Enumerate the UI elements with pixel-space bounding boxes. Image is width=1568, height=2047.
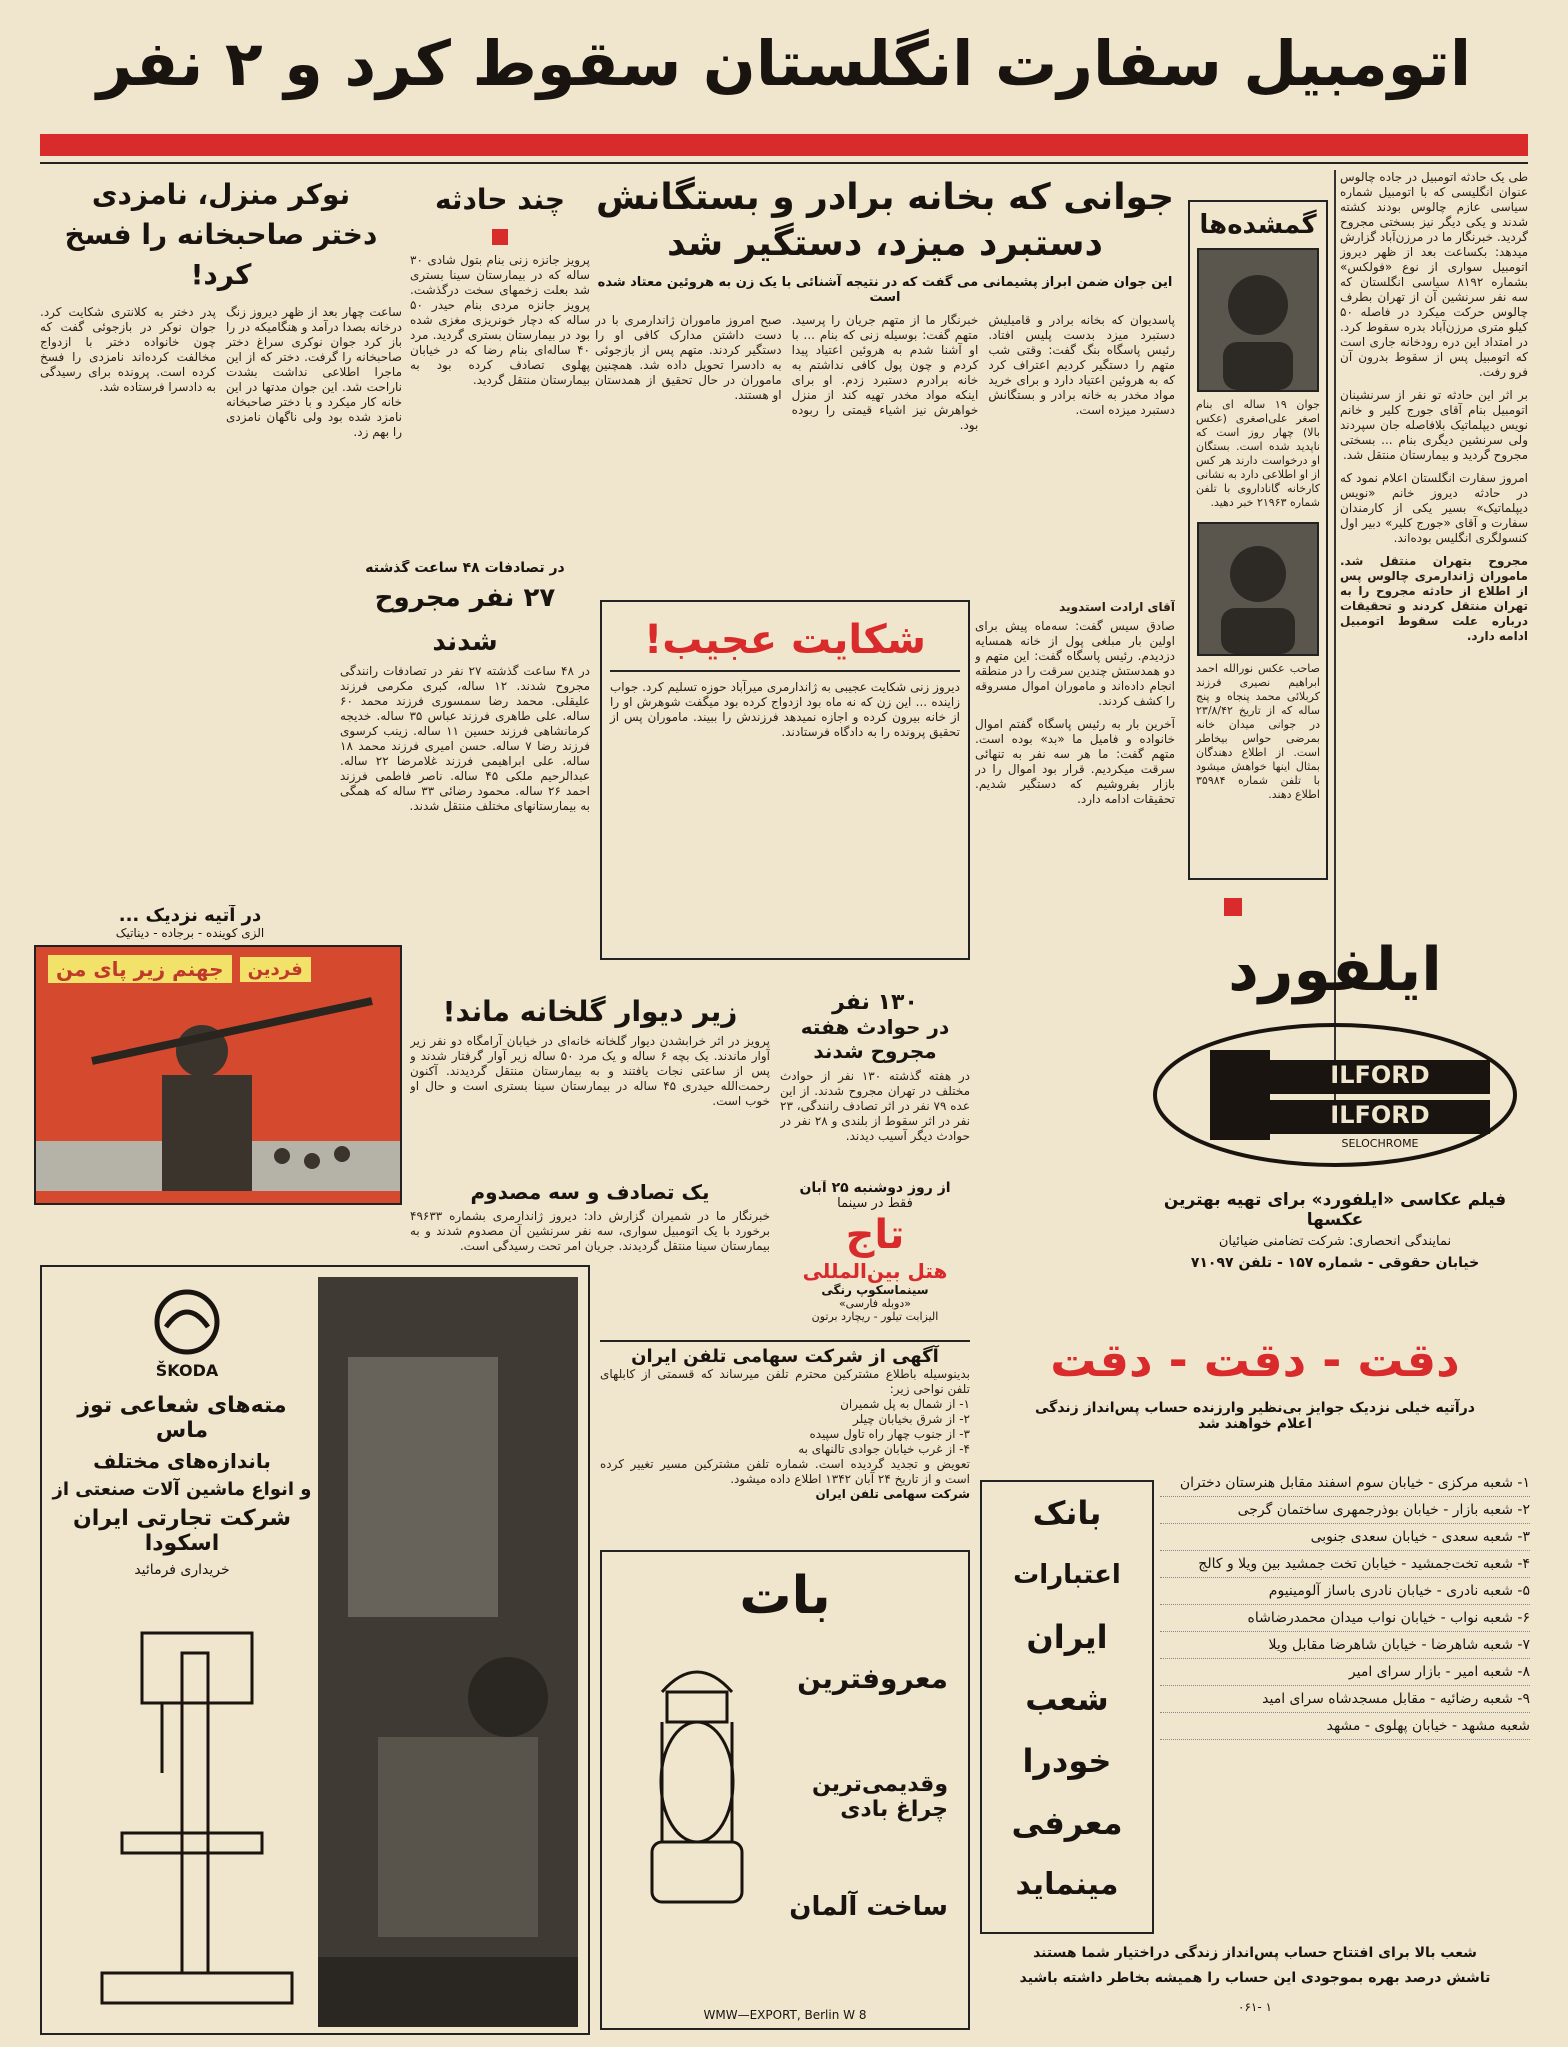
week-130-line-3: مجروح شدند bbox=[813, 1039, 937, 1063]
servant-text-2: پدر دختر به کلانتری شکایت کرد. جوان نوکر در بازجوئی گفت که چون خانواده دختر با ازدواج مخالفت کرده‌اند نامزدی را فسخ کرده است. پرونده برای رسیدگی به دادسرا فرستاده شد. bbox=[40, 305, 216, 394]
phone-ad-item: ۴- از غرب خیابان جوادی تالنهای به bbox=[798, 1442, 970, 1456]
machinist-photo-icon bbox=[318, 1277, 578, 2027]
drill-press-icon bbox=[62, 1613, 322, 2013]
ilford-line-3: خیابان حقوقی - شماره ۱۵۷ - تلفن ۷۱۰۹۷ bbox=[1190, 1255, 1480, 1271]
headline-red-bar bbox=[40, 134, 1528, 156]
bank-code: ۱ -۰۶۱ bbox=[1238, 2000, 1272, 2014]
youth-title-2: دستبرد میزد، دستگیر شد bbox=[666, 223, 1104, 264]
bank-footer-2: تاشش درصد بهره بموجودی این حساب را همیشه بخاطر داشته باشید bbox=[1019, 1970, 1491, 1986]
week-130-section bbox=[780, 990, 970, 1180]
lead-story-p4: مجروح بتهران منتقل شد. ماموران ژاندارمری چالوس پس از اطلاع از حادثه مجروح را به تهران منتقل کردند و تحقیقات درباره علت سقوط اتومبیل ادامه دارد. bbox=[1340, 554, 1528, 643]
coming-soon-text: الزی کوینده - برجاده - دیناتیک bbox=[115, 926, 265, 940]
bank-ad[interactable] bbox=[980, 1320, 1530, 2035]
bank-side-line: خودرا bbox=[1022, 1742, 1112, 1780]
bank-branch: ۲- شعبه بازار - خیابان بوذرجمهری ساختمان گرجی bbox=[1160, 1497, 1530, 1524]
ilford-line-2: نمایندگی انحصاری: شرکت تضامنی ضیائیان bbox=[1218, 1234, 1452, 1249]
bank-side-line: معرفی bbox=[1011, 1804, 1123, 1842]
ilford-brand-2: ILFORD bbox=[1330, 1101, 1430, 1129]
injured-text: در ۴۸ ساعت گذشته ۲۷ نفر در تصادفات رانندگی مجروح شدند. ۱۲ ساله، کبری مکرمی فرزند علیقلی. محمد رضا سمسوری فرزند محمد ۶۰ ساله. علی طاهری فرزند عباس ۳۵ ساله. خدیجه کرمانشاهی فرزند حسین ۱۱ ساله. زینب کرسوی فرزند رضا ۷ ساله. حسن امیری فرزند محمد ۱۸ ساله. علی ابراهیمی فرزند غلامرضا ۲۲ ساله. عبدالرحیم ملکی ۴۵ ساله. ناصر فاطمی فرزند احمد ۲۶ ساله. محمود رضائی ۳۳ ساله که همگی به بیمارستانهای مختلف منتقل شدند. bbox=[340, 664, 590, 813]
youth-subtitle: این جوان ضمن ابراز پشیمانی می گفت که در نتیجه آشنائی با یک زن به هروئین معتاد شده است bbox=[597, 275, 1173, 305]
skoda-line-1: مته‌های شعاعی توز ماس bbox=[77, 1393, 287, 1443]
phone-ad-item: ۳- از جنوب چهار راه تاول سپیده bbox=[809, 1427, 970, 1441]
bank-branch: ۹- شعبه رضائیه - مقابل مسجدشاه سرای امید bbox=[1160, 1686, 1530, 1713]
skoda-brand: ŠKODA bbox=[155, 1361, 219, 1380]
missing-photo-2 bbox=[1197, 522, 1319, 656]
ilford-line-1: فیلم عکاسی «ایلفورد» برای تهیه بهترین عکسها bbox=[1163, 1190, 1507, 1230]
film-ad-label: فردین bbox=[240, 957, 311, 982]
portrait-icon bbox=[1199, 524, 1317, 654]
youth-title-1: جوانی که بخانه برادر و بستگانش bbox=[595, 177, 1175, 218]
week-130-text: در هفته گذشته ۱۳۰ نفر از حوادث مختلف در تهران مجروح شدند. از این عده ۷۹ نفر در اثر تصادف رانندگی، ۲۳ نفر در اثر سقوط از بلندی و ۲۸ نفر در حوادث دیگر آسیب دیدند. bbox=[780, 1069, 970, 1143]
missing-photo-1 bbox=[1197, 248, 1319, 392]
film-ad-header bbox=[36, 947, 400, 991]
cinema-name: تاج bbox=[845, 1212, 905, 1258]
crash-text: خبرنگار ما در شمیران گزارش داد: دیروز ژاندارمری بشماره ۴۹۶۳۳ برخورد با یک اتومبیل سواری، سه نفر سرنشین آن مصدوم شدند و به بیمارستان سینا منتقل گردیدند. جریان امر تحت رسیدگی است. bbox=[410, 1209, 770, 1253]
skoda-line-4: شرکت تجارتی ایران اسکودا bbox=[72, 1506, 292, 1556]
film-ad[interactable] bbox=[34, 945, 402, 1205]
servant-title-2: دختر صاحبخانه را فسخ کرد! bbox=[64, 218, 378, 291]
servant-title-1: نوکر منزل، نامزدی bbox=[91, 178, 351, 211]
cinema-line-3: سینماسکوپ رنگی bbox=[821, 1283, 929, 1297]
cinema-ad[interactable] bbox=[780, 1180, 970, 1340]
cinema-movie: هتل بین‌المللی bbox=[802, 1259, 948, 1283]
wall-story bbox=[410, 990, 770, 1160]
film-ad-title: جهنم زیر پای من bbox=[48, 955, 232, 983]
injured-kicker: در تصادفات ۴۸ ساعت گذشته bbox=[365, 560, 565, 576]
lamp-ad[interactable] bbox=[600, 1550, 970, 2030]
bank-intro-2: اعلام خواهند شد bbox=[1197, 1416, 1313, 1432]
lamp-ad-line-1: معروفترین bbox=[797, 1662, 948, 1695]
bank-side-line: مینماید bbox=[1015, 1867, 1119, 1902]
lead-story-p3: امروز سفارت انگلستان اعلام نمود که در حادثه دیروز خانم «نویس دیپلماتیک» بسیر یکی از کارمندان سفارت و آقای «جورج کلیر» دبیر اول کنسولگری انگلیس بوده‌اند. bbox=[1340, 471, 1528, 545]
red-square-marker bbox=[492, 229, 508, 245]
injured-27-section bbox=[340, 560, 590, 980]
missing-persons-box bbox=[1188, 200, 1328, 880]
bank-branch: ۳- شعبه سعدی - خیابان سعدی جنوبی bbox=[1160, 1524, 1530, 1551]
accidents-section bbox=[410, 175, 590, 555]
lamp-ad-footer: WMW—EXPORT, Berlin W 8 bbox=[703, 2008, 867, 2022]
skoda-line-5: خریداری فرمائید bbox=[134, 1562, 230, 1578]
week-130-line-2: در حوادث هفته bbox=[800, 1015, 950, 1039]
phone-ad-sign: شرکت سهامی تلفن ایران bbox=[815, 1487, 970, 1501]
ilford-title: ایلفورد bbox=[1228, 935, 1442, 1005]
bank-branch-list bbox=[1160, 1470, 1530, 1740]
wall-text: پرویز در اثر خرابشدن دیوار گلخانه خانه‌ای در خیابان آرامگاه دو نفر زیر آوار ماندند. یک بچه ۶ ساله و یک مرد ۵۰ ساله زیر آوار گرفتار شدند و پس از ساعتی نجات یافتند و به بیمارستان منتقل گردیدند. آکنون رحمت‌الله حیدری ۴۵ ساله در بیمارستان سینا بستری است و حال او خوب است. bbox=[410, 1034, 770, 1108]
bank-branch: شعبه مشهد - خیابان پهلوی - مشهد bbox=[1160, 1713, 1530, 1740]
lead-story-p1: طی یک حادثه اتومبیل در جاده چالوس عنوان انگلیسی که با اتومبیل شماره سیاسی عازم چالوس بودند کشته شدند و یکی دیگر نیز بسختی مجروح گردید. خبرنگار ما در مرزن‌آباد گزارش میدهد: بکساعت بعد از ظهر دیروز اتومبیل سواری از نوع «فولکس» بشماره ۸۱۹۲ سیاسی انگلستان که سه نفر سرنشین آن از تهران بطرف چالوس حرکت میکرد در فاصله ۵۰ کیلو متری مرزن‌آباد بدره سقوط کرد. در امتداد این دره رودخانه جاری است که اتومبیل پس از سقوط بدرون آن فرو رفت. bbox=[1340, 170, 1528, 379]
complaint-title: شکایت عجیب! bbox=[610, 610, 960, 672]
phone-ad-outro: تعویض و تجدید گردیده است. شماره تلفن مشترکین مسیر تغییر کرده است و از تاریخ ۲۴ آبان ۱۳۴۲ اطلاع داده میشود. bbox=[600, 1457, 970, 1486]
servant-text: ساعت چهار بعد از ظهر دیروز زنگ درخانه بصدا درآمد و هنگامیکه در را باز کرد جوان نوکری سراغ دختر صاحبخانه را گرفت. دختر که از این ماجرا اطلاعی نداشت بشدت ناراحت شد. این جوان مدتها در این خانه کار میکرد و با دختر صاحبخانه نامزد شده بود ولی ناگهان نامزدی را بهم زد. bbox=[226, 305, 402, 439]
bank-branch: ۸- شعبه امیر - بازار سرای امیر bbox=[1160, 1659, 1530, 1686]
cinema-cast: الیزابت تیلور - ریچارد برتون bbox=[811, 1310, 939, 1323]
youth-col-c: صبح امروز ماموران ژاندارمری با در دست داشتن مدارک کافی او را دستگیر کردند. متهم پس از بازجوئی به دادسرا تحویل داده شد. همچنین ماموران در حال تحقیق از همدستان او هستند. bbox=[595, 313, 782, 402]
portrait-icon bbox=[1199, 250, 1317, 390]
ilford-sub: SELOCHROME bbox=[1341, 1137, 1419, 1150]
bank-side-line: شعب bbox=[1025, 1680, 1109, 1718]
missing-caption-2: صاحب عکس نورالله احمد ابراهیم نصیری فرزند کربلائی محمد پنجاه و پنج ساله که از تاریخ ۲۳/۸/۴۲ در جوانی میدان خانه بمرضی حواس بیخاطر است. از اطلاع دهندگان بمثال اینها خواهش میشود با تلفن شماره ۳۵۹۸۴ اطلاع دهند. bbox=[1196, 662, 1320, 801]
accidents-text: پرویز جانزه زنی بنام بتول شادی ۳۰ ساله که در بیمارستان سینا بستری شد بعلت زخمهای سخت درگذشت. پرویز جانزه مردی بنام حیدر ۵۰ ساله که دچار خونریزی مغزی شده بود در بیمارستان بستری گردید. مرد ۴۰ ساله‌ای بنام رضا که در خیابان پهلوی تصادف کرده بود به بیمارستان منتقل گردید. bbox=[410, 253, 590, 387]
accidents-title: چند حادثه bbox=[434, 183, 566, 216]
crash-title: یک تصادف و سه مصدوم bbox=[470, 1180, 710, 1204]
headline: اتومبیل سفارت انگلستان سقوط کرد و ۲ نفر bbox=[96, 27, 1472, 100]
thieves-text-2: آخرین بار به رئیس پاسگاه گفتم اموال خانواده و فامیل ما «بد» بوده است. متهم گفت: ما هر سه نفر به تنهائی سرقت میکردیم. قرار بود اموال را در بازار بفروشیم که دستگیر شدیم. تحقیقات ادامه دارد. bbox=[975, 717, 1175, 806]
hunter-illustration-icon bbox=[34, 991, 400, 1191]
bank-branch: ۴- شعبه تخت‌جمشید - خیابان تخت جمشید بین ویلا و کالج bbox=[1160, 1551, 1530, 1578]
bank-footer-1: شعب بالا برای افتتاح حساب پس‌انداز زندگی دراختیار شما هستند bbox=[1033, 1945, 1477, 1961]
cinema-line-1: از روز دوشنبه ۲۵ آبان bbox=[799, 1180, 951, 1196]
missing-title: گمشده‌ها bbox=[1199, 210, 1317, 240]
thieves-text: صادق سیس گفت: سه‌ماه پیش برای اولین بار مبلغی پول از خانه همسایه دزدیدم. رئیس پاسگاه گفت: این متهم و دو همدستش چندین سرقت را در منطقه انجام داده‌اند و ماموران اموال مسروقه را کشف کردند. bbox=[975, 619, 1175, 708]
skoda-line-2: باندازه‌های مختلف bbox=[93, 1449, 271, 1473]
lantern-icon bbox=[622, 1652, 772, 1952]
bank-side-box bbox=[980, 1480, 1154, 1934]
bank-branch: ۵- شعبه نادری - خیابان نادری باساز آلومینیوم bbox=[1160, 1578, 1530, 1605]
lamp-ad-line-2: وقدیمی‌ترین چراغ بادی bbox=[811, 1772, 948, 1822]
wall-title: زیر دیوار گلخانه ماند! bbox=[442, 995, 738, 1028]
ilford-ad[interactable] bbox=[1140, 930, 1530, 1310]
complaint-box bbox=[600, 600, 970, 960]
bank-side-line: بانک bbox=[1032, 1494, 1102, 1532]
phone-ad-title: آگهی از شرکت سهامی تلفن ایران bbox=[631, 1346, 939, 1367]
skoda-ad[interactable] bbox=[40, 1265, 590, 2035]
cinema-line-4: «دوبله فارسی» bbox=[838, 1297, 912, 1310]
bank-title: دقت - دقت - دقت bbox=[1050, 1333, 1460, 1387]
lamp-ad-line-3: ساخت آلمان bbox=[789, 1892, 948, 1922]
lead-story-p2: بر اثر این حادثه تو نفر از سرنشینان اتومبیل بنام آقای جورج کلیر و خانم نویس دیپلماتیک بلافاصله جان سپردند ولی سرنشین دیگری بنام ... بسختی مجروح گردید و بیمارستان منتقل شد. bbox=[1340, 388, 1528, 462]
red-square-marker bbox=[1224, 898, 1242, 916]
skoda-line-3: و انواع ماشین آلات صنعتی از bbox=[52, 1479, 312, 1500]
bank-branch: ۶- شعبه نواب - خیابان نواب میدان محمدرضاشاه bbox=[1160, 1605, 1530, 1632]
skoda-logo-icon bbox=[152, 1287, 222, 1357]
skoda-photo bbox=[318, 1277, 578, 2027]
bank-intro-1: درآتیه خیلی نزدیک جوایز بی‌نظیر وارزنده حساب پس‌انداز زندگی bbox=[1035, 1400, 1475, 1416]
week-130-line-1: ۱۳۰ نفر bbox=[832, 990, 918, 1015]
youth-story bbox=[595, 175, 1175, 595]
phone-ad-item: ۱- از شمال به پل شمیران bbox=[840, 1397, 970, 1411]
bank-side-line: ایران bbox=[1026, 1618, 1108, 1656]
film-roll-icon bbox=[1140, 1010, 1530, 1180]
injured-title: ۲۷ نفر مجروح شدند bbox=[374, 583, 556, 657]
youth-col-a: پاسدیوان که بخانه برادر و قامیلیش دستبرد میزد بدست پلیس افتاد. رئیس پاسگاه بنگ گفت: وقتی شب متهم را دستگیر کردیم اعتراف کرد که به هروئین اعتیاد دارد و برای خرید مواد مخدر به خانه برادر و بستگانش دستبرد میزده است. bbox=[988, 313, 1175, 417]
youth-col-b: خبرنگار ما از متهم جریان را پرسید. متهم گفت: بوسیله زنی که بنام ... با او آشنا شدم به هروئین اعتیاد پیدا کردم و چون پول کافی نداشتم به خانه برادرم دستبرد زدم. او برای اینکه مواد مخدر تهیه کند از منزل خواهرش نیز اشیاء قیمتی را ربوده بود. bbox=[791, 313, 979, 432]
headline-rule bbox=[40, 162, 1528, 164]
bank-side-line: اعتبارات bbox=[1013, 1560, 1121, 1590]
phone-ad bbox=[600, 1340, 970, 1540]
cinema-line-2: فقط در سینما bbox=[837, 1196, 913, 1211]
skoda-logo bbox=[152, 1287, 222, 1380]
thieves-title: آقای ارادت استدوید bbox=[1059, 600, 1175, 614]
skoda-text bbox=[52, 1387, 312, 1584]
coming-soon-title: در آتیه نزدیک ... bbox=[118, 905, 262, 926]
bank-branch: ۱- شعبه مرکزی - خیابان سوم اسفند مقابل هنرستان دختران bbox=[1160, 1470, 1530, 1497]
complaint-text: دیروز زنی شکایت عجیبی به ژاندارمری میرآباد حوزه تسلیم کرد. جواب زاینده ... این زن که نه ماه بود ازدواج کرده بود میگفت شوهرش او را از خانه بیرون کرده و اجازه نمیدهد فرزندش را ببیند. ماموران پس از تحقیق پرونده را به دادگاه فرستادند. bbox=[610, 680, 960, 739]
lamp-ad-title: بات bbox=[739, 1566, 831, 1626]
phone-ad-item: ۲- از شرق بخیابان چیلر bbox=[853, 1412, 970, 1426]
missing-caption-1: جوان ۱۹ ساله ای بنام اصغر علی‌اصغری (عکس بالا) چهار روز است که ناپدید شده است. بستگان او درخواست دارند هر کس از او اطلاعی دارد به نشانی کارخانه گاناداروی با تلفن شماره ۲۱۹۶۳ خبر دهید. bbox=[1196, 398, 1320, 509]
phone-ad-intro: بدینوسیله باطلاع مشترکین محترم تلفن میرساند که قسمتی از کابلهای تلفن نواحی زیر: bbox=[600, 1367, 970, 1396]
ilford-brand: ILFORD bbox=[1330, 1061, 1430, 1089]
bank-branch: ۷- شعبه شاهرضا - خیابان شاهرضا مقابل ویلا bbox=[1160, 1632, 1530, 1659]
